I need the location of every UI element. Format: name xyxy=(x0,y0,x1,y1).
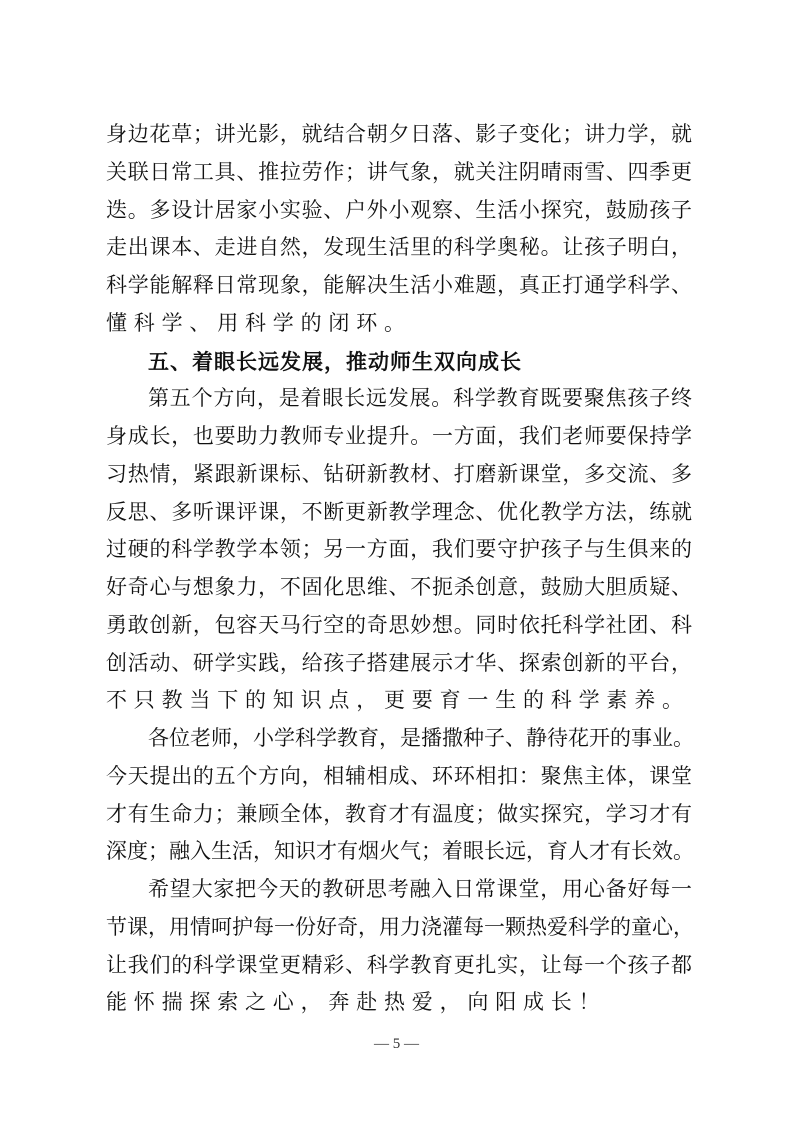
text-line: 身成长，也要助力教师专业提升。一方面，我们老师要保持学 xyxy=(106,424,692,448)
text-line: 反思、多听课评课，不断更新教学理念、优化教学方法，练就 xyxy=(106,499,692,524)
text-line: 走出课本、走进自然，发现生活里的科学奥秘。让孩子明白， xyxy=(106,235,692,260)
text-line: 懂科学、用科学的闭环。 xyxy=(106,310,412,335)
text-line: 勇敢创新，包容天马行空的奇思妙想。同时依托科学社团、科 xyxy=(106,612,692,637)
text-line: 身边花草；讲光影，就结合朝夕日落、影子变化；讲力学，就 xyxy=(106,122,692,146)
text-line: 第五个方向，是着眼长远发展。科学教育既要聚焦孩子终 xyxy=(148,386,692,411)
text-line: 让我们的科学课堂更精彩、科学教育更扎实，让每一个孩子都 xyxy=(106,952,692,977)
text-line: 科学能解释日常现象，能解决生活小难题，真正打通学科学、 xyxy=(106,273,692,297)
text-line: 各位老师，小学科学教育，是播撒种子、静待花开的事业。 xyxy=(148,726,694,750)
text-line: 深度；融入生活，知识才有烟火气；着眼长远，育人才有长效。 xyxy=(106,839,694,864)
text-line: 希望大家把今天的教研思考融入日常课堂，用心备好每一 xyxy=(148,877,692,901)
text-line: 迭。多设计居家小实验、户外小观察、生活小探究，鼓励孩子 xyxy=(106,197,692,222)
text-line: 节课，用情呵护每一份好奇，用力浇灌每一颗热爱科学的童心， xyxy=(106,914,694,939)
document-body xyxy=(106,116,692,1022)
page-number: — 5 — xyxy=(374,1036,419,1052)
text-line: 关联日常工具、推拉劳作；讲气象，就关注阴晴雨雪、四季更 xyxy=(106,159,692,184)
text-line: 好奇心与想象力，不固化思维、不扼杀创意，鼓励大胆质疑、 xyxy=(106,575,692,599)
text-line: 能怀揣探索之心，奔赴热爱，向阳成长！ xyxy=(106,990,607,1015)
text-line: 才有生命力；兼顾全体，教育才有温度；做实探究，学习才有 xyxy=(106,801,692,826)
text-line: 今天提出的五个方向，相辅相成、环环相扣：聚焦主体，课堂 xyxy=(106,763,692,788)
section-heading: 五、着眼长远发展，推动师生双向成长 xyxy=(148,348,522,374)
text-line: 习热情，紧跟新课标、钻研新教材、打磨新课堂，多交流、多 xyxy=(106,461,692,486)
text-line: 过硬的科学教学本领；另一方面，我们要守护孩子与生俱来的 xyxy=(106,537,692,562)
text-line: 不只教当下的知识点，更要育一生的科学素养。 xyxy=(106,688,690,713)
text-line: 创活动、研学实践，给孩子搭建展示才华、探索创新的平台， xyxy=(106,650,692,675)
